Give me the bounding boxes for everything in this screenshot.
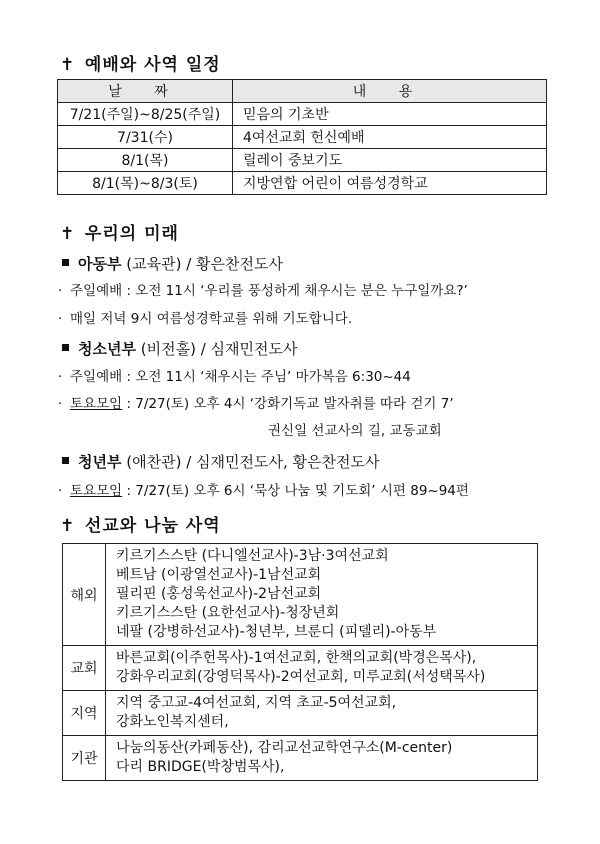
youth-dept-heading xyxy=(62,338,297,359)
header-date: 날 짜 xyxy=(58,80,233,103)
mission-line: 키르기스스탄 (요한선교사)-청장년회 xyxy=(116,605,340,621)
schedule-content: 4여선교회 헌신예배 xyxy=(233,126,547,149)
future-title-text: 우리의 미래 xyxy=(84,224,179,244)
line-text: : 7/27(토) 오후 4시 ‘강화기독교 발자취를 따라 걷기 7’ xyxy=(122,396,454,412)
table-row xyxy=(58,103,547,126)
children-line-1 xyxy=(58,279,468,299)
middle-dot-icon: · xyxy=(58,311,63,327)
mission-category: 해외 xyxy=(63,544,106,646)
table-row xyxy=(58,126,547,149)
cross-icon: ✝ xyxy=(60,224,76,244)
table-row xyxy=(58,149,547,172)
mission-line: 강화우리교회(강영덕목사)-2여선교회, 미루교회(서성택목사) xyxy=(116,669,486,685)
mission-category: 기관 xyxy=(63,736,106,781)
mission-line: 네팔 (강병하선교사)-청년부, 브룬디 (피델리)-아동부 xyxy=(116,624,437,640)
square-bullet-icon xyxy=(62,457,69,464)
mission-table xyxy=(62,543,538,781)
table-row xyxy=(58,172,547,195)
mission-category: 교회 xyxy=(63,646,106,691)
line-text: : 오전 11시 ‘채우시는 주님’ 마가복음 6:30~44 xyxy=(122,369,411,385)
mission-details xyxy=(106,691,538,736)
table-row xyxy=(63,736,538,781)
schedule-header-row xyxy=(58,80,547,103)
mission-line: 나눔의동산(카페동산), 감리교선교학연구소(M-center) xyxy=(116,740,453,756)
future-section-title xyxy=(60,219,179,244)
line-label: 토요모임 xyxy=(70,483,123,499)
square-bullet-icon xyxy=(62,344,69,351)
schedule-title-text: 예배와 사역 일정 xyxy=(84,55,221,75)
mission-details xyxy=(106,736,538,781)
middle-dot-icon: · xyxy=(58,369,63,385)
schedule-table xyxy=(57,79,547,195)
middle-dot-icon: · xyxy=(58,283,63,299)
line-label: 주일예배 xyxy=(70,369,123,385)
mission-line: 필리핀 (홍성욱선교사)-2남선교회 xyxy=(116,586,322,602)
mission-details xyxy=(106,646,538,691)
dept-name: 청소년부 xyxy=(78,340,136,358)
mission-line: 바른교회(이주헌목사)-1여선교회, 한책의교회(박경은목사), xyxy=(116,650,477,666)
mission-line: 베트남 (이광열선교사)-1남선교회 xyxy=(116,567,322,583)
schedule-content: 지방연합 어린이 여름성경학교 xyxy=(233,172,547,195)
schedule-date: 8/1(목) xyxy=(58,149,233,172)
cross-icon: ✝ xyxy=(60,55,76,75)
schedule-content: 믿음의 기초반 xyxy=(233,103,547,126)
line-label: 토요모임 xyxy=(70,396,123,412)
square-bullet-icon xyxy=(62,259,69,266)
schedule-section-title xyxy=(60,50,221,75)
schedule-content: 릴레이 중보기도 xyxy=(233,149,547,172)
mission-line: 지역 중고교-4여선교회, 지역 초교-5여선교회, xyxy=(116,695,397,711)
cross-icon: ✝ xyxy=(60,516,76,536)
table-row xyxy=(63,544,538,646)
header-content: 내 용 xyxy=(233,80,547,103)
line-label: 주일예배 xyxy=(70,283,123,299)
line-text: : 7/27(토) 오후 6시 ‘묵상 나눔 및 기도회’ 시편 89~94편 xyxy=(122,483,469,499)
mission-line: 강화노인복지센터, xyxy=(116,714,229,730)
schedule-date: 7/21(주일)~8/25(주일) xyxy=(58,103,233,126)
mission-category: 지역 xyxy=(63,691,106,736)
mission-title-text: 선교와 나눔 사역 xyxy=(84,516,221,536)
mission-details xyxy=(106,544,538,646)
dept-detail: (교육관) / 황은찬전도사 xyxy=(126,255,283,273)
mission-line: 다리 BRIDGE(박창범목사), xyxy=(116,759,285,775)
youth-line-3 xyxy=(268,419,442,439)
children-dept-heading xyxy=(62,253,283,274)
table-row xyxy=(63,691,538,736)
schedule-date: 8/1(목)~8/3(토) xyxy=(58,172,233,195)
dept-name: 청년부 xyxy=(78,453,122,471)
line-text: : 오전 11시 ‘우리를 풍성하게 채우시는 분은 누구일까요?’ xyxy=(122,283,468,299)
youth-line-2 xyxy=(58,392,454,412)
mission-line: 키르기스스탄 (다니엘선교사)-3남·3여선교회 xyxy=(116,548,389,564)
dept-detail: (비전홀) / 심재민전도사 xyxy=(140,340,298,358)
middle-dot-icon: · xyxy=(58,483,63,499)
young-adult-line-1 xyxy=(58,479,469,499)
line-text: 권신일 선교사의 길, 교동교회 xyxy=(268,423,442,439)
youth-line-1 xyxy=(58,365,411,385)
young-adult-dept-heading xyxy=(62,451,379,472)
schedule-date: 7/31(수) xyxy=(58,126,233,149)
mission-section-title xyxy=(60,511,221,536)
table-row xyxy=(63,646,538,691)
dept-detail: (애찬관) / 심재민전도사, 황은찬전도사 xyxy=(126,453,380,471)
line-text: 매일 저녁 9시 여름성경학교를 위해 기도합니다. xyxy=(70,311,353,327)
children-line-2 xyxy=(58,307,352,327)
middle-dot-icon: · xyxy=(58,396,63,412)
dept-name: 아동부 xyxy=(78,255,122,273)
